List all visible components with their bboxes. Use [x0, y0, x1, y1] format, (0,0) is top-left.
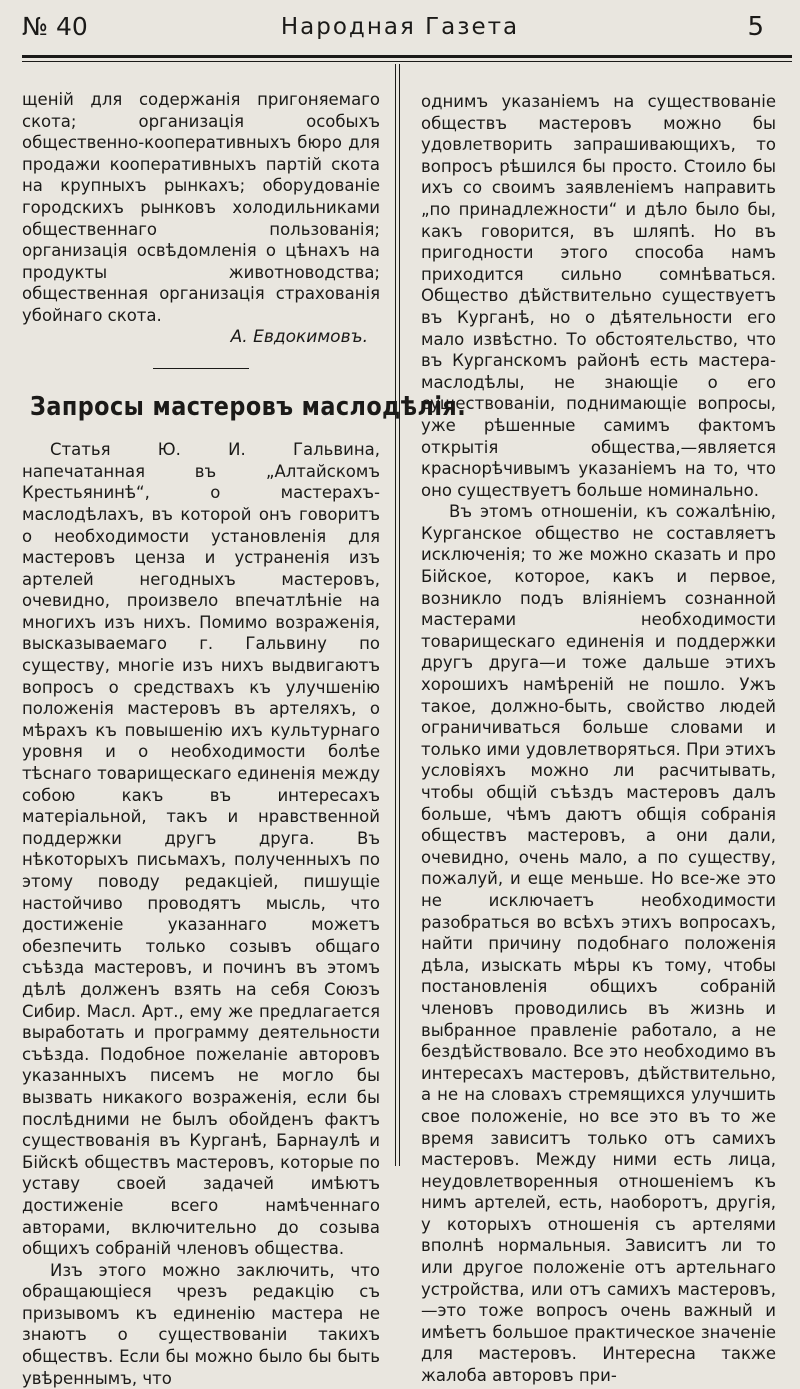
article-headline: Запросы мастеровъ маслодѣлія. — [30, 392, 467, 423]
newspaper-title: Народная Газета — [280, 14, 520, 40]
header-rule-thin — [22, 61, 792, 62]
column-divider — [395, 64, 396, 1166]
page-number: 5 — [747, 12, 764, 42]
column-divider — [399, 64, 400, 1166]
article-paragraph: Статья Ю. И. Гальвина, напечатанная въ „Алтайскомъ Крестьянинѣ“, о мастерахъ-маслодѣлахъ, въ которой онъ говоритъ о необходимости установленія для мастеровъ ценза и устраненія изъ артелей негодныхъ мастеровъ, очевидно, произвело впечатлѣніе на многихъ изъ нихъ. Помимо возраженія, высказываемаго г. Гальвину по существу, многіе изъ нихъ выдвигаютъ вопросъ о средствахъ къ улучшенію положенія мастеровъ въ артеляхъ, о мѣрахъ къ повышенію ихъ культурнаго уровня и о необходимости болѣе тѣснаго товарищескаго единенія между собою какъ въ интересахъ матеріальной, такъ и нравственной поддержки другъ друга. Въ нѣкоторыхъ письмахъ, полученныхъ по этому поводу редакціей, пишущіе настойчиво проводятъ мысль, что достиженіе указаннаго можетъ обезпечить только созывъ общаго съѣзда мастеровъ, и починъ въ этомъ дѣлѣ долженъ взять на себя Союзъ Сибир. Масл. Арт., ему же предлагается выработать и программу деятельности съѣзда. Подобное пожеланіе авторовъ указанныхъ писемъ не могло бы вызвать никакого возраженія, если бы послѣдними не былъ обойденъ фактъ существованія въ Курганѣ, Барнаулѣ и Бійскѣ обществъ мастеровъ, которые по уставу своей задачей имѣютъ достиженіе всего намѣченнаго авторами, включительно до созыва общихъ собраній членовъ общества. — [22, 440, 380, 1259]
header-rule-thick — [22, 55, 792, 58]
article-paragraph: Изъ этого можно заключить, что обращающіеся чрезъ редакцію съ призывомъ къ единенію мастера не знаютъ о существованіи такихъ обществъ. Если бы можно было бы быть увѣреннымъ, что — [22, 1260, 380, 1388]
left-column — [22, 89, 467, 1389]
article-paragraph: однимъ указаніемъ на существованіе обществъ мастеровъ можно бы удовлетворить запрашивающихъ, то вопросъ рѣшился бы просто. Стоило бы ихъ со своимъ заявленіемъ направить „по принадлежности“ и дѣло было бы, какъ говорится, въ шляпѣ. Но въ пригодности этого способа намъ приходится сильно сомнѣваться. Общество дѣйствительно существуетъ въ Курганѣ, но о дѣятельности его мало извѣстно. То обстоятельство, что въ Курганскомъ районѣ есть мастера-маслодѣлы, не знающіе о его существованіи, поднимающіе вопросы, уже рѣшенные самимъ фактомъ открытія общества,—является краснорѣчивымъ указаніемъ на то, что оно существуетъ больше номинально. — [421, 92, 776, 500]
author-signature: А. Евдокимовъ. — [230, 326, 368, 347]
right-column — [421, 91, 776, 1387]
issue-number: № 40 — [22, 12, 88, 41]
page-header — [0, 0, 800, 52]
article-paragraph: Въ этомъ отношеніи, къ сожалѣнію, Курганское общество не составляетъ исключенія; то же можно сказать и про Бійское, которое, какъ и первое, возникло подъ вліяніемъ сознанной мастерами необходимости товарищескаго единенія и поддержки другъ друга—и тоже дальше этихъ хорошихъ намѣреній не пошло. Ужъ такое, должно-быть, свойство людей ограничиваться больше словами и только ими удовлетворяться. При этихъ условіяхъ можно ли расчитывать, чтобы общій съѣздъ мастеровъ далъ больше, чѣмъ даютъ общія собранія обществъ мастеровъ, а они дали, очевидно, очень мало, а по существу, пожалуй, и еще меньше. Но все-же это не исключаетъ необходимости разобраться во всѣхъ этихъ вопросахъ, найти причину подобнаго положенія дѣла, изыскать мѣры къ тому, чтобы постановленія общихъ собраній членовъ проводились въ жизнь и выбранное правленіе работало, а не бездѣйствовало. Все это необходимо въ интересахъ мастеровъ, дѣйствительно, а не на словахъ стремящихся улучшить свое положеніе, но все это въ то же время зависитъ только отъ самихъ мастеровъ. Между ними есть лица, неудовлетворенныя отношеніемъ къ нимъ артелей, есть, наоборотъ, другія, у которыхъ отношенія съ артелями вполнѣ нормальныя. Зависитъ ли то или другое положеніе отъ артельнаго устройства, или отъ самихъ мастеровъ,—это тоже вопросъ очень важный и имѣетъ большое практическое значеніе для мастеровъ. Интересна также жалоба авторовъ при- — [421, 502, 776, 1386]
section-separator — [153, 368, 249, 369]
continued-text: щеній для содержанія пригоняемаго скота; организація особыхъ общественно-кооперативныхъ бюро для продажи кооперативныхъ партій скота на крупныхъ рынкахъ; оборудованіе городскихъ рынковъ холодильниками общественнаго пользованія; организація освѣдомленія о цѣнахъ на продукты животноводства; общественная организація страхованія убойнаго скота. — [22, 90, 380, 325]
